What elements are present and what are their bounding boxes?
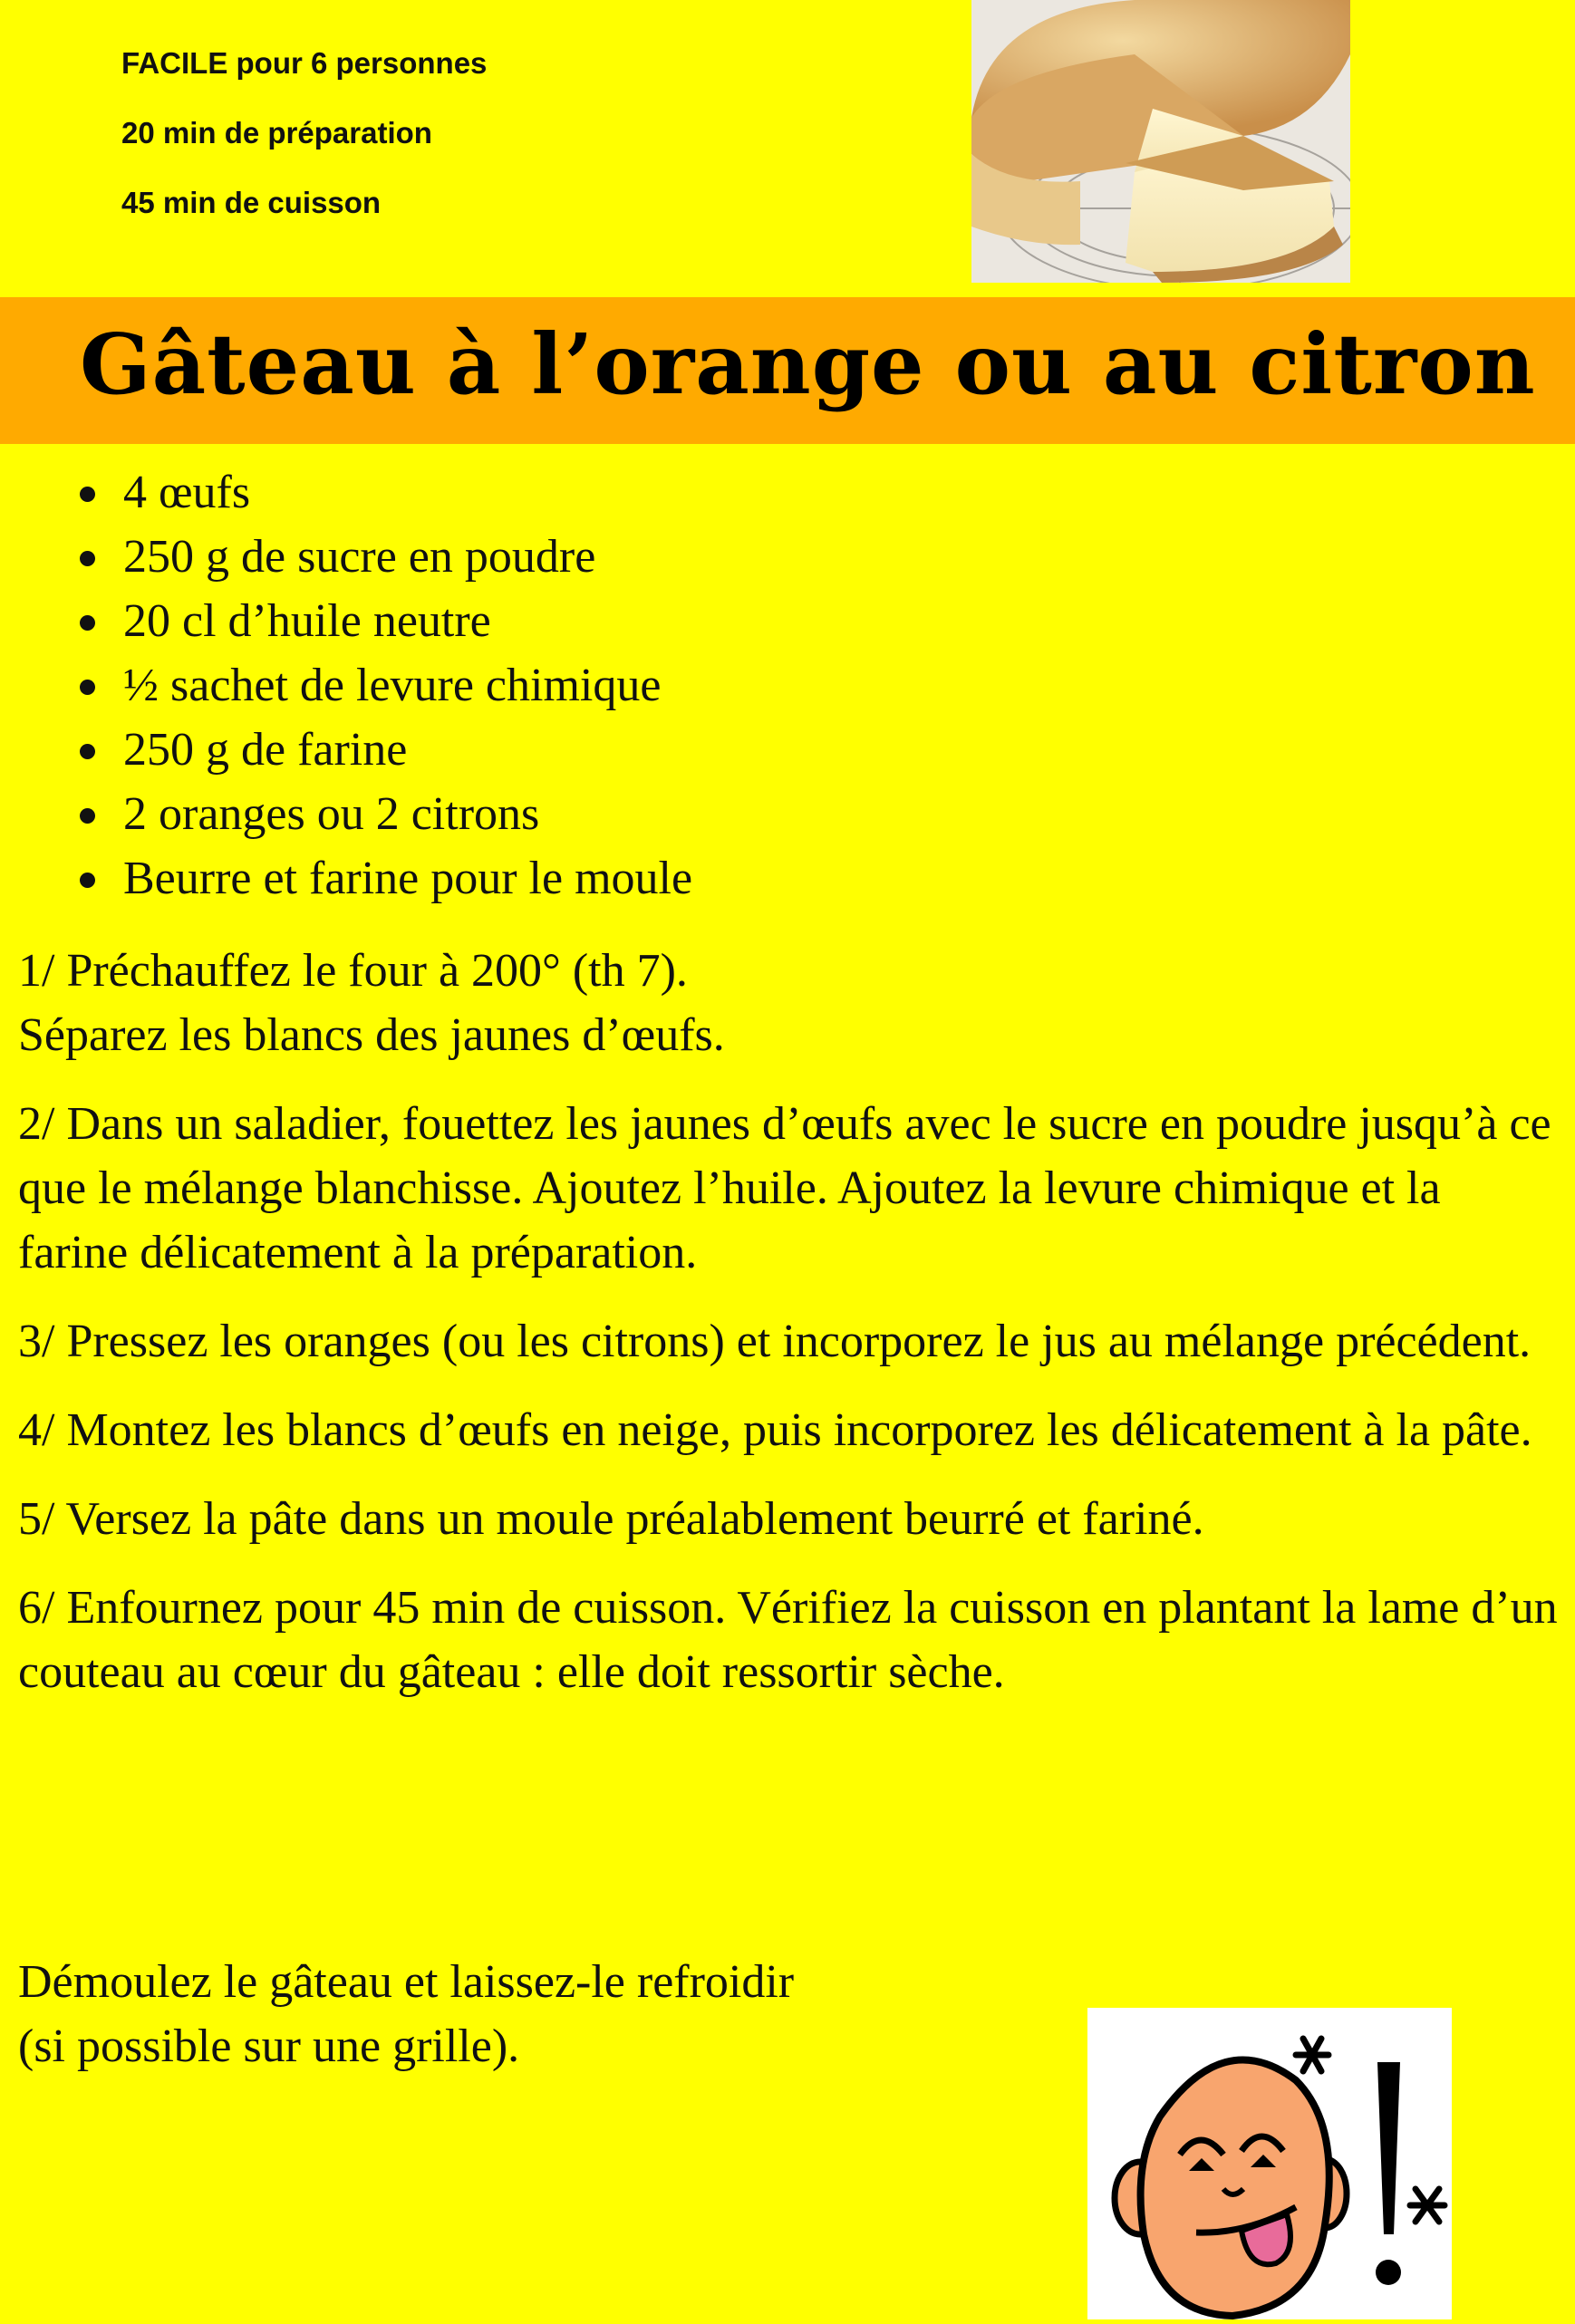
step-1-line-1: 1/ Préchauffez le four à 200° (th 7). [18, 945, 688, 997]
ingredient-item: 250 g de farine [74, 718, 692, 782]
ingredient-item: 250 g de sucre en poudre [74, 525, 692, 589]
step-5: 5/ Versez la pâte dans un moule préalablement beurré et fariné. [18, 1493, 1204, 1545]
step-3: 3/ Pressez les oranges (ou les citrons) et incorporez le jus au mélange précédent. [18, 1316, 1532, 1367]
step-1-line-2: Séparez les blancs des jaunes d’œufs. [18, 1009, 725, 1061]
step-4: 4/ Montez les blancs d’œufs en neige, puis incorporez les délicatement à la pâte. [18, 1404, 1532, 1456]
ingredient-item: 4 œufs [74, 460, 692, 525]
ingredient-item: 20 cl d’huile neutre [74, 589, 692, 653]
recipe-title: Gâteau à l’orange ou au citron [80, 315, 1536, 413]
recipe-meta [121, 40, 487, 249]
closing-note [18, 1950, 794, 2078]
difficulty-text: FACILE pour 6 personnes [121, 46, 488, 80]
step-1 [18, 939, 1559, 1067]
step-6: 6/ Enfournez pour 45 min de cuisson. Vérifiez la cuisson en plantant la lame d’un couteau au cœur du gâteau : elle doit ressortir sèche. [18, 1582, 1558, 1698]
closing-line-1: Démoulez le gâteau et laissez-le refroidir [18, 1956, 795, 2008]
tongue-out-face-icon [1087, 2008, 1452, 2319]
ingredient-item: 2 oranges ou 2 citrons [74, 782, 692, 846]
step-2: 2/ Dans un saladier, fouettez les jaunes d’œufs avec le sucre en poudre jusqu’à ce que le mélange blanchisse. Ajoutez l’huile. Ajoutez la levure chimique et la farine délicatement à la préparation. [18, 1098, 1551, 1278]
cook-time-text: 45 min de cuisson [121, 186, 382, 219]
closing-line-2: (si possible sur une grille). [18, 2020, 520, 2072]
prep-time-text: 20 min de préparation [121, 116, 432, 149]
ingredient-item: ½ sachet de levure chimique [74, 653, 692, 718]
cake-photo [971, 0, 1350, 283]
ingredient-list [74, 460, 692, 911]
instructions [18, 939, 1559, 1729]
ingredient-item: Beurre et farine pour le moule [74, 846, 692, 911]
